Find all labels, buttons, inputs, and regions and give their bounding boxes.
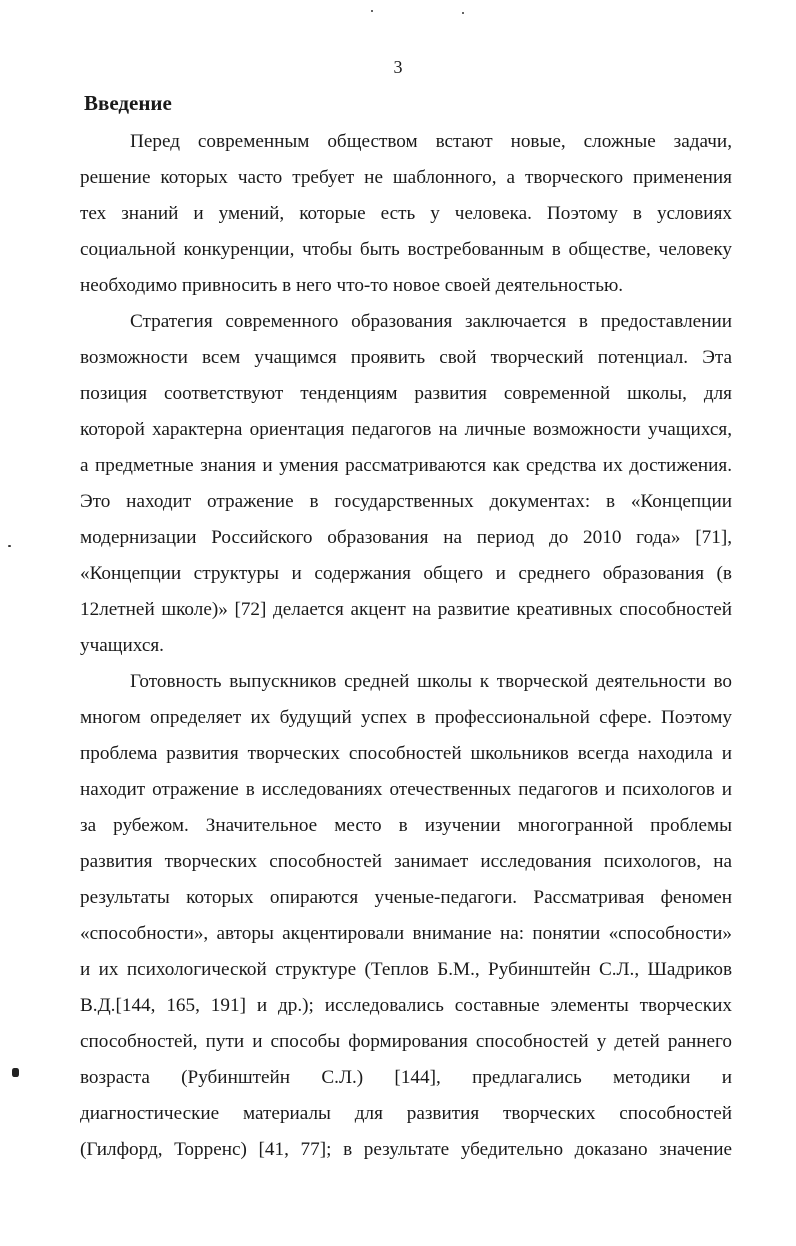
text-line: необходимо привносить в него что-то новое своей деятельностью.: [80, 275, 624, 296]
text-line: способностей, пути и способы формирования способностей у детей раннего: [80, 1031, 732, 1052]
text-line: «Концепции структуры и содержания общего и среднего образования (в: [80, 563, 732, 584]
scan-speck: [462, 12, 464, 14]
text-line: «способности», авторы акцентировали внимание на: понятии «способности»: [80, 923, 732, 944]
text-line: возраста (Рубинштейн С.Л.) [144], предлагались методики и: [80, 1067, 732, 1088]
text-line: результаты которых опираются ученые-педагоги. Рассматривая феномен: [80, 887, 732, 908]
text-line: 12летней школе)» [72] делается акцент на развитие креативных способностей: [80, 599, 732, 620]
scan-speck: [12, 1068, 19, 1077]
text-line: учащихся.: [80, 635, 164, 656]
text-line: которой характерна ориентация педагогов на личные возможности учащихся,: [80, 419, 732, 440]
page-number: 3: [393, 57, 403, 77]
text-line: находит отражение в исследованиях отечественных педагогов и психологов и: [80, 779, 732, 800]
text-line: решение которых часто требует не шаблонного, а творческого применения: [80, 167, 732, 188]
text-line: Это находит отражение в государственных документах: в «Концепции: [80, 491, 732, 512]
scan-speck: [8, 545, 11, 547]
text-line: и их психологической структуре (Теплов Б.М., Рубинштейн С.Л., Шадриков: [80, 959, 732, 980]
text-line: (Гилфорд, Торренс) [41, 77]; в результате убедительно доказано значение: [80, 1139, 732, 1160]
text-line: Стратегия современного образования заключается в предоставлении: [130, 311, 732, 332]
text-line: позиция соответствуют тенденциям развития современной школы, для: [80, 383, 732, 404]
text-line: Перед современным обществом встают новые, сложные задачи,: [130, 131, 732, 152]
section-heading: Введение: [84, 91, 172, 115]
text-line: тех знаний и умений, которые есть у человека. Поэтому в условиях: [80, 203, 732, 224]
text-line: возможности всем учащимся проявить свой творческий потенциал. Эта: [80, 347, 732, 368]
text-line: проблема развития творческих способностей школьников всегда находила и: [80, 743, 732, 764]
text-line: многом определяет их будущий успех в профессиональной сфере. Поэтому: [80, 707, 732, 728]
text-line: за рубежом. Значительное место в изучении многогранной проблемы: [80, 815, 732, 836]
text-line: социальной конкуренции, чтобы быть востребованным в обществе, человеку: [80, 239, 732, 260]
text-line: диагностические материалы для развития творческих способностей: [80, 1103, 732, 1124]
text-line: развития творческих способностей занимает исследования психологов, на: [80, 851, 732, 872]
text-line: модернизации Российского образования на период до 2010 года» [71],: [80, 527, 732, 548]
text-line: а предметные знания и умения рассматриваются как средства их достижения.: [80, 455, 732, 476]
text-line: В.Д.[144, 165, 191] и др.); исследовались составные элементы творческих: [80, 995, 732, 1016]
scan-speck: [371, 10, 373, 12]
text-line: Готовность выпускников средней школы к творческой деятельности во: [130, 671, 732, 692]
